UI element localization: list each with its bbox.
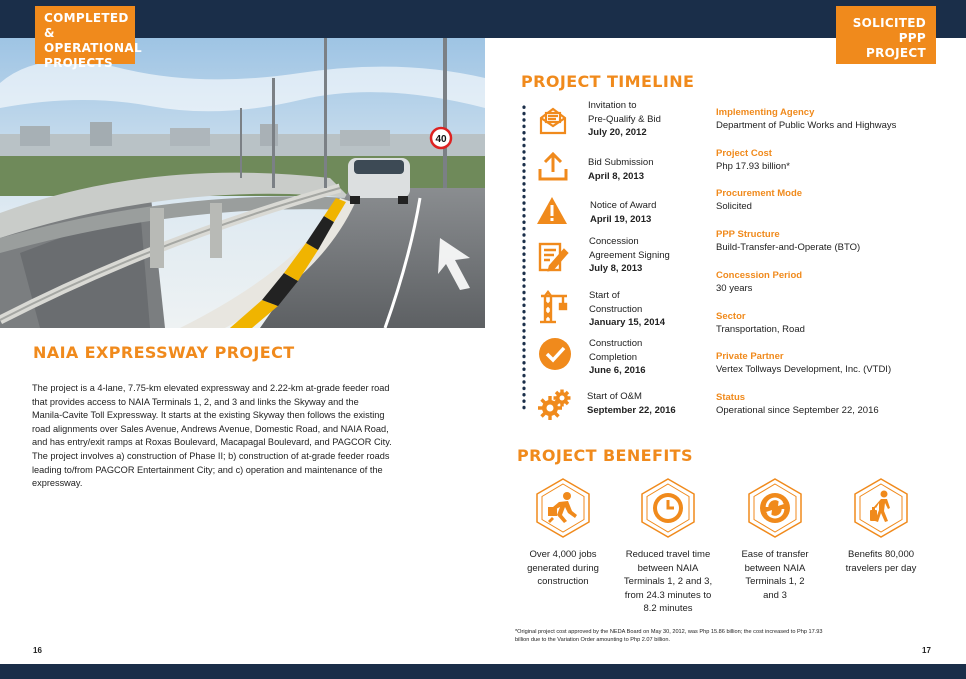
timeline-label: Pre-Qualify & Bid xyxy=(588,113,661,125)
timeline-item xyxy=(589,289,665,330)
benefit-line: travelers per day xyxy=(845,562,917,574)
page-number-right: 17 xyxy=(922,646,931,655)
timeline-date: April 8, 2013 xyxy=(588,170,644,182)
info-key: Implementing Agency xyxy=(716,107,815,118)
info-value: Php 17.93 billion* xyxy=(716,161,790,172)
timeline-label: Construction xyxy=(589,303,643,315)
timeline-date: January 15, 2014 xyxy=(589,317,666,328)
timeline-label: Start of xyxy=(589,290,620,301)
timeline-label: Completion xyxy=(589,351,638,363)
benefit-line: 8.2 minutes xyxy=(643,603,693,614)
description-line: Manila-Cavite Toll Expressway. It starts at the existing Skyway then follows the existing xyxy=(32,410,385,421)
benefit-line: between NAIA xyxy=(744,562,806,574)
benefits-title: PROJECT BENEFITS xyxy=(517,446,693,465)
envelope-icon xyxy=(536,104,570,138)
timeline-item xyxy=(589,235,670,276)
description-line: The project involves a) construction of Phase II; b) construction of at-grade feeder roads xyxy=(32,450,390,461)
info-key: PPP Structure xyxy=(716,229,780,240)
warning-icon xyxy=(535,194,569,228)
tag-line: PROJECTS xyxy=(44,56,113,70)
benefit-line: Over 4,000 jobs xyxy=(529,549,597,560)
benefit-line: Terminals 1, 2 and 3, xyxy=(623,576,713,587)
upload-icon xyxy=(536,149,570,183)
crane-icon xyxy=(537,290,571,324)
timeline-label: Concession xyxy=(589,236,639,247)
benefit-line: from 24.3 minutes to xyxy=(624,589,712,601)
info-private-partner xyxy=(716,350,891,376)
expressway-photo xyxy=(0,38,485,328)
tag-line: SOLICITED xyxy=(852,16,926,30)
description-line: leading to/from PAGCOR Entertainment City; and c) operation and maintenance of the xyxy=(32,464,383,475)
info-key: Concession Period xyxy=(716,270,803,281)
info-value: Solicited xyxy=(716,201,752,212)
transfer-icon xyxy=(744,477,806,539)
footnote-line: *Original project cost approved by the NEDA Board on May 30, 2012, was Php 15.86 billion; the cost increased to Php 17.93 xyxy=(515,629,823,635)
description-line: road alignments over Sales Avenue, Andrews Avenue, Domestic Road, and NAIA Road, xyxy=(32,423,389,434)
info-value: Operational since September 22, 2016 xyxy=(716,405,879,416)
project-title: NAIA EXPRESSWAY PROJECT xyxy=(33,343,295,362)
benefit-line: Benefits 80,000 xyxy=(847,549,915,560)
benefit-line: Reduced travel time xyxy=(625,549,711,560)
clock-icon xyxy=(637,477,699,539)
timeline-label: Start of O&M xyxy=(587,391,642,402)
signing-icon xyxy=(536,240,570,274)
info-key: Status xyxy=(716,392,746,403)
benefit-line: Terminals 1, 2 xyxy=(745,576,805,587)
benefit-caption xyxy=(613,548,723,616)
completed-projects-tag xyxy=(35,6,142,70)
info-key: Project Cost xyxy=(716,148,772,159)
top-bar xyxy=(0,0,966,38)
benefit-line: generated during xyxy=(527,562,599,574)
info-value: Transportation, Road xyxy=(716,324,805,335)
project-description xyxy=(32,382,442,491)
timeline-date: July 20, 2012 xyxy=(588,127,647,138)
tag-line: PPP PROJECT xyxy=(866,31,926,60)
info-key: Private Partner xyxy=(716,351,784,362)
timeline-label: Construction xyxy=(589,338,643,349)
timeline-label: Bid Submission xyxy=(588,157,654,168)
timeline-label: Invitation to xyxy=(588,100,637,111)
gears-icon xyxy=(537,388,571,422)
info-implementing-agency xyxy=(716,106,896,132)
info-concession-period xyxy=(716,269,802,295)
benefit-line: between NAIA xyxy=(637,562,699,574)
bottom-bar xyxy=(0,664,966,679)
benefit-caption xyxy=(831,548,931,575)
info-key: Sector xyxy=(716,311,746,322)
timeline-dotted-line xyxy=(521,104,527,410)
checkmark-icon xyxy=(538,337,572,371)
info-value: Build-Transfer-and-Operate (BTO) xyxy=(716,242,861,253)
timeline-date: July 8, 2013 xyxy=(589,263,643,274)
tag-line: OPERATIONAL xyxy=(44,41,142,55)
timeline-item xyxy=(590,199,656,226)
benefit-line: construction xyxy=(537,576,589,587)
timeline-title: PROJECT TIMELINE xyxy=(521,72,695,91)
benefit-caption xyxy=(725,548,825,602)
footnote-line: billion due to the Variation Order amounting to Php 2.07 billion. xyxy=(515,637,671,643)
tag-line: COMPLETED & xyxy=(44,11,129,40)
solicited-ppp-tag xyxy=(836,6,936,64)
timeline-date: June 6, 2016 xyxy=(589,365,646,376)
timeline-label: Notice of Award xyxy=(590,200,657,211)
description-line: that provides access to NAIA Terminals 1, 2, and 3 and links the Skyway and the xyxy=(32,396,359,407)
timeline-item xyxy=(587,390,676,417)
info-sector xyxy=(716,310,805,336)
page-number-left: 16 xyxy=(33,646,42,655)
benefit-caption xyxy=(513,548,613,589)
info-value: Department of Public Works and Highways xyxy=(716,120,897,131)
timeline-item xyxy=(588,99,661,140)
info-status xyxy=(716,391,879,417)
description-line: The project is a 4-lane, 7.75-km elevated expressway and 2.22-km at-grade feeder road xyxy=(32,383,390,393)
traveler-icon xyxy=(850,477,912,539)
description-line: and has entry/exit ramps at Roxas Boulevard, Macapagal Boulevard, and PAGCOR City. xyxy=(32,437,392,448)
info-ppp-structure xyxy=(716,228,860,254)
description-line: expressway. xyxy=(32,478,83,489)
info-project-cost xyxy=(716,147,790,173)
timeline-item xyxy=(589,337,646,378)
timeline-date: April 19, 2013 xyxy=(590,213,652,225)
info-value: 30 years xyxy=(716,283,753,294)
info-procurement-mode xyxy=(716,187,802,213)
worker-icon xyxy=(532,477,594,539)
benefit-line: Ease of transfer xyxy=(741,549,809,560)
timeline-date: September 22, 2016 xyxy=(587,404,676,416)
footnote xyxy=(515,628,925,644)
info-key: Procurement Mode xyxy=(716,188,803,199)
speed-sign-text: 40 xyxy=(435,134,447,145)
timeline-item xyxy=(588,156,653,183)
timeline-label: Agreement Signing xyxy=(589,249,670,261)
benefit-line: and 3 xyxy=(763,589,787,601)
info-value: Vertex Tollways Development, Inc. (VTDI) xyxy=(716,364,892,375)
